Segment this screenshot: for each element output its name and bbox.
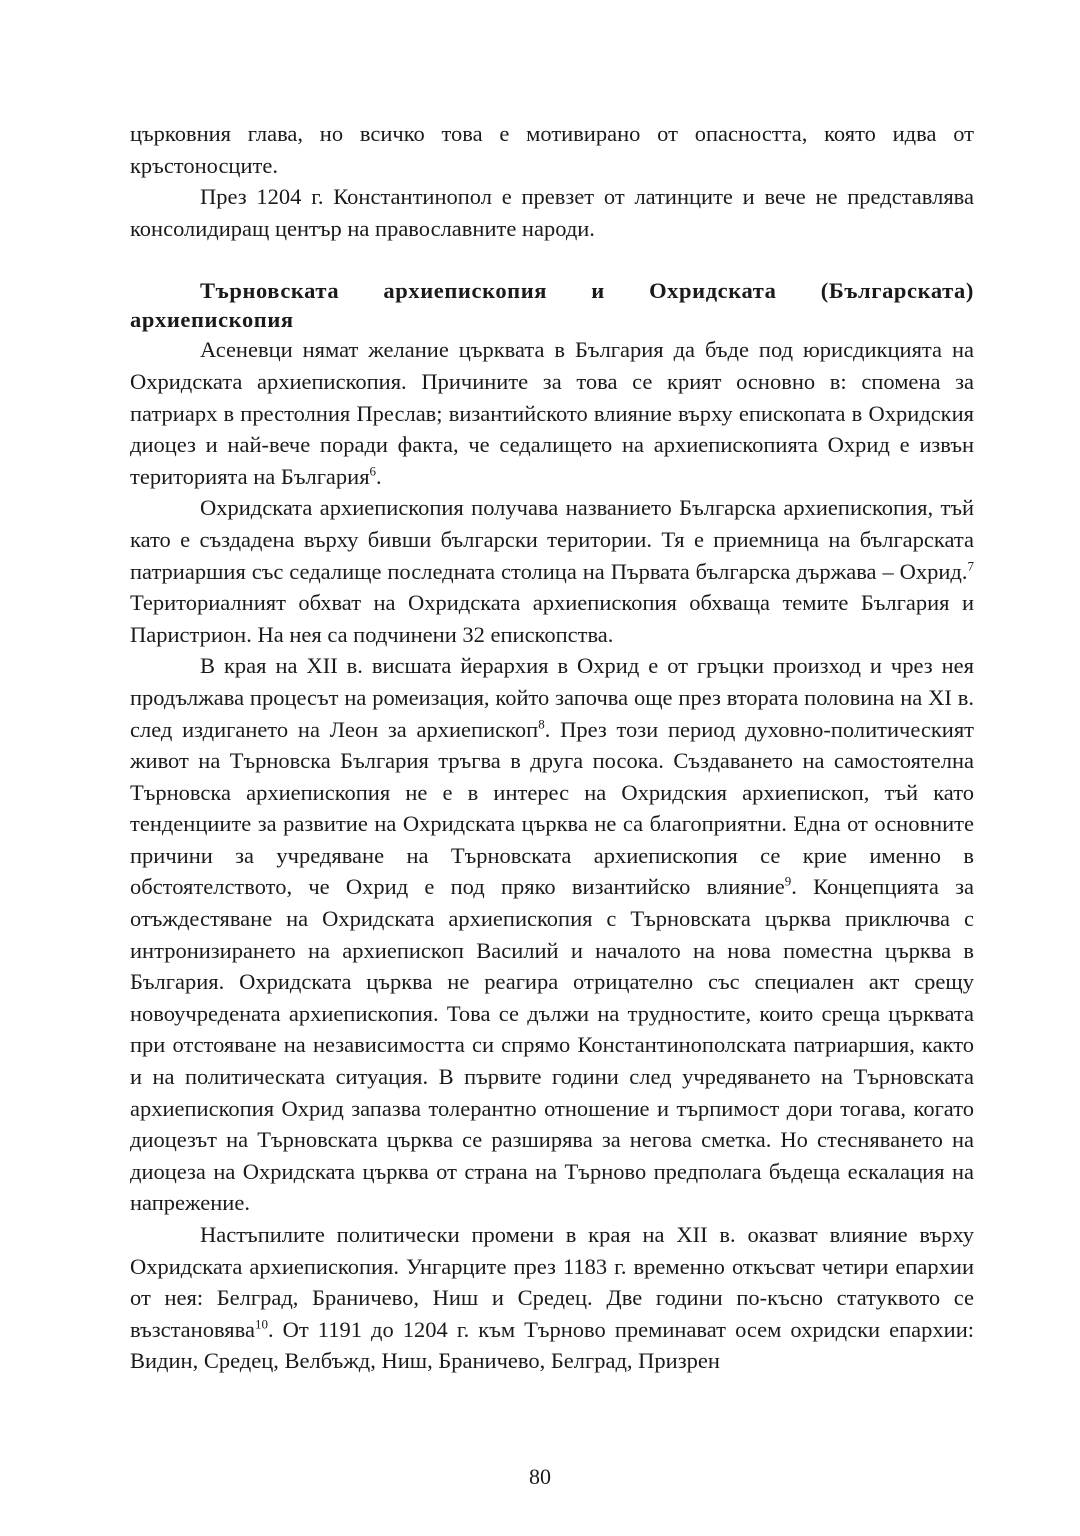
paragraph-text: В края на XII в. висшата йерархия в Охрид е от гръцки произход и чрез нея продължава процесът на ромеизация, който започва още през втората половина на XI в. след издигането на Леон за архиепископ xyxy=(130,653,974,742)
paragraph-text-cont: . През този период духовно-политическият живот на Търновска България тръгва в друга посока. Създаването на самостоятелна Търновска архиепископия не е в интерес на Охридския архиепископ, тъй като тенденциите за развитие на Охридската църква не са благоприятни. Една от основните причини за учредяване на Търновската архиепископия се крие именно в обстоятелството, че Охрид е под пряко византийско влияние xyxy=(130,716,975,900)
paragraph-political-changes xyxy=(130,1219,974,1377)
footnote-ref-6: 6 xyxy=(369,463,377,479)
footnote-ref-7: 7 xyxy=(967,558,974,574)
paragraph-text-cont: . От 1191 до 1204 г. към Търново преминават осем охридски епархии: Видин, Средец, Велбъжд, Ниш, Браничево, Белград, Призрен xyxy=(130,1316,974,1374)
paragraph-text: църковния глава, но всичко това е мотивирано от опасността, която идва от кръстоносците. xyxy=(130,121,974,178)
page-number: 80 xyxy=(529,1464,551,1489)
footnote-ref-9: 9 xyxy=(784,873,792,889)
paragraph-continuation xyxy=(130,118,974,181)
footnote-ref-10: 10 xyxy=(254,1316,268,1332)
paragraph-text-end: . xyxy=(376,463,382,489)
paragraph-asenevtsi xyxy=(130,334,974,492)
paragraph-text: Асеневци нямат желание църквата в България да бъде под юрисдикцията на Охридската архиепископия. Причините за това се крият основно в: спомена за патриарх в престолния Преслав; византийското влияние върху епископата в Охридския диоцез и най-вече поради факта, че седалището на архиепископията Охрид е извън територията на България xyxy=(130,337,974,489)
paragraph-text: Настъпилите политически промени в края на XII в. оказват влияние върху Охридската архиепископия. Унгарците през 1183 г. временно откъсват четири епархии от нея: Белград, Браничево, Ниш и Средец. Две години по-късно статуквото се възстановява xyxy=(130,1222,974,1342)
paragraph-text: През 1204 г. Константинопол е превзет от латинците и вече не представлява консолидиращ център на православните народи. xyxy=(130,184,974,241)
paragraph-hierarchy xyxy=(130,650,974,1219)
paragraph-text: Охридската архиепископия получава названието Българска архиепископия, тъй като е създадена върху бивши български територии. Тя е приемница на българската патриаршия със седалище последната столица на Първата българска държава – Охрид. xyxy=(130,495,974,584)
paragraph-text-cont: Териториалният обхват на Охридската архиепископия обхваща темите България и Паристрион. На нея са подчинени 32 епископства. xyxy=(130,590,974,647)
document-page xyxy=(130,118,974,1377)
footnote-ref-8: 8 xyxy=(538,716,545,731)
paragraph-text-cont-2: . Концепцията за отъждестяване на Охридската архиепископия с Търновската църква приключва с интронизирането на архиепископ Василий и началото на нова поместна църква в България. Охридската църква не реагира отрицателно със специален акт срещу новоучредената архиепископия. Това се дължи на трудностите, които среща църквата при отстояване на независимостта си спрямо Константинополската патриаршия, както и на политическата ситуация. В първите години след учредяването на Търновската архиепископия Охрид запазва толерантно отношение и търпимост дори тогава, когато диоцезът на Търновската църква се разширява за негова сметка. Но стесняването на диоцеза на Охридската църква от страна на Търново предполага бъдеща ескалация на напрежение. xyxy=(130,874,974,1216)
section-heading: Търновската архиепископия и Охридската (Българската) архиепископия xyxy=(130,278,974,333)
paragraph-ohrid-archbishopric xyxy=(130,492,974,650)
paragraph-constantinople xyxy=(130,181,974,244)
